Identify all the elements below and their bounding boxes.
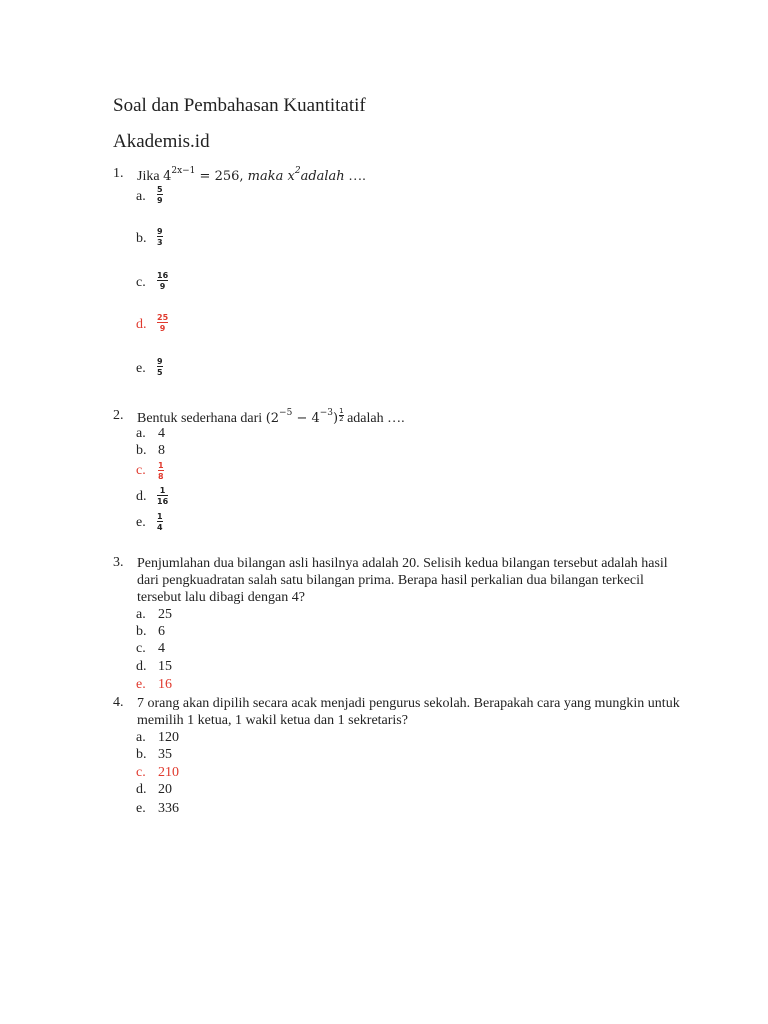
question-3-line-3: tersebut lalu dibagi dengan 4? <box>137 590 305 605</box>
q2-option-b-letter: b. <box>136 443 147 458</box>
question-2-math-1: (2 <box>265 411 280 426</box>
question-2-math-3: ) <box>333 411 339 426</box>
question-3-line-1: Penjumlahan dua bilangan asli hasilnya adalah 20. Selisih kedua bilangan tersebut adalah hasil <box>137 556 668 571</box>
question-1-text <box>137 166 366 185</box>
fraction-numerator: 25 <box>157 313 169 322</box>
q4-option-e-letter: e. <box>136 801 146 816</box>
question-2-prefix: Bentuk sederhana dari <box>137 411 266 426</box>
fraction-numerator: 1 <box>339 407 344 415</box>
question-4-number: 4. <box>113 695 124 710</box>
fraction-numerator: 1 <box>158 461 164 470</box>
question-1-ellipsis: …. <box>344 169 366 184</box>
fraction-denominator: 16 <box>157 497 169 506</box>
q3-option-c-value: 4 <box>158 641 165 656</box>
fraction-denominator: 4 <box>157 523 163 532</box>
question-3-line-2: dari pengkuadratan salah satu bilangan prima. Berapa hasil perkalian dua bilangan terkecil <box>137 573 644 588</box>
document-subtitle: Akademis.id <box>113 131 210 152</box>
q3-option-b-value: 6 <box>158 624 165 639</box>
q1-option-d-letter: d. <box>136 317 147 332</box>
q3-option-d-value: 15 <box>158 659 172 674</box>
fraction-denominator: 5 <box>157 368 163 377</box>
q3-option-e-value-answer: 16 <box>158 677 172 692</box>
question-2-number: 2. <box>113 408 124 423</box>
fraction-denominator: 9 <box>157 196 163 205</box>
question-2-exp-2: −3 <box>319 408 334 418</box>
q4-option-d-value: 20 <box>158 782 172 797</box>
q3-option-c-letter: c. <box>136 641 146 656</box>
q1-option-c-fraction <box>157 271 168 291</box>
fraction-numerator: 1 <box>159 486 166 495</box>
question-2-suffix: adalah …. <box>343 411 405 426</box>
q3-option-d-letter: d. <box>136 659 147 674</box>
question-1-prefix: Jika <box>137 169 164 184</box>
question-1-number: 1. <box>113 166 124 181</box>
fraction-denominator: 2 <box>339 415 344 423</box>
q1-option-e-letter: e. <box>136 361 146 376</box>
fraction-denominator: 3 <box>157 238 163 247</box>
question-3-number: 3. <box>113 555 124 570</box>
q4-option-a-letter: a. <box>136 730 146 745</box>
question-4-line-1: 7 orang akan dipilih secara acak menjadi pengurus sekolah. Berapakah cara yang mungkin untuk <box>137 696 680 711</box>
question-2-text <box>137 408 405 427</box>
q4-option-b-letter: b. <box>136 747 147 762</box>
q2-option-a-letter: a. <box>136 426 146 441</box>
q4-option-a-value: 120 <box>158 730 179 745</box>
q2-option-d-fraction <box>157 486 168 506</box>
fraction-numerator: 9 <box>157 357 163 366</box>
question-1-equation: = 256, <box>195 169 248 184</box>
document-title: Soal dan Pembahasan Kuantitatif <box>113 95 366 116</box>
q1-option-d-fraction-answer <box>157 313 168 333</box>
fraction-numerator: 5 <box>157 185 163 194</box>
fraction-denominator: 8 <box>158 472 164 481</box>
q4-option-c-letter: c. <box>136 765 146 780</box>
q2-option-e-fraction <box>157 512 163 532</box>
q1-option-b-letter: b. <box>136 231 147 246</box>
q1-option-a-fraction <box>157 185 163 205</box>
question-2-math-2: − 4 <box>292 411 320 426</box>
question-1-tail: maka x <box>247 169 295 184</box>
fraction-denominator: 9 <box>159 282 166 291</box>
q2-option-b-value: 8 <box>158 443 165 458</box>
q3-option-b-letter: b. <box>136 624 147 639</box>
q2-option-c-letter: c. <box>136 463 146 478</box>
question-2-exp-1: −5 <box>279 408 293 418</box>
q3-option-a-letter: a. <box>136 607 146 622</box>
question-1-exponent: 2x−1 <box>171 166 196 176</box>
q3-option-a-value: 25 <box>158 607 172 622</box>
q3-option-e-letter: e. <box>136 677 146 692</box>
q1-option-a-letter: a. <box>136 189 146 204</box>
question-1-base: 4 <box>163 169 172 184</box>
question-4-line-2: memilih 1 ketua, 1 wakil ketua dan 1 sekretaris? <box>137 713 408 728</box>
fraction-numerator: 16 <box>157 271 169 280</box>
q2-option-d-letter: d. <box>136 489 147 504</box>
q1-option-b-fraction <box>157 227 163 247</box>
q4-option-e-value: 336 <box>158 801 179 816</box>
fraction-denominator: 9 <box>159 324 166 333</box>
fraction-numerator: 9 <box>157 227 163 236</box>
q1-option-c-letter: c. <box>136 275 146 290</box>
q4-option-c-value-answer: 210 <box>158 765 179 780</box>
q2-option-c-fraction-answer <box>158 461 164 481</box>
q4-option-b-value: 35 <box>158 747 172 762</box>
q1-option-e-fraction <box>157 357 163 377</box>
q4-option-d-letter: d. <box>136 782 147 797</box>
q2-option-e-letter: e. <box>136 515 146 530</box>
question-1-tail-exponent: 2 <box>294 166 301 176</box>
q2-option-a-value: 4 <box>158 426 165 441</box>
question-1-tail-2: adalah <box>300 169 345 184</box>
fraction-numerator: 1 <box>157 512 163 521</box>
